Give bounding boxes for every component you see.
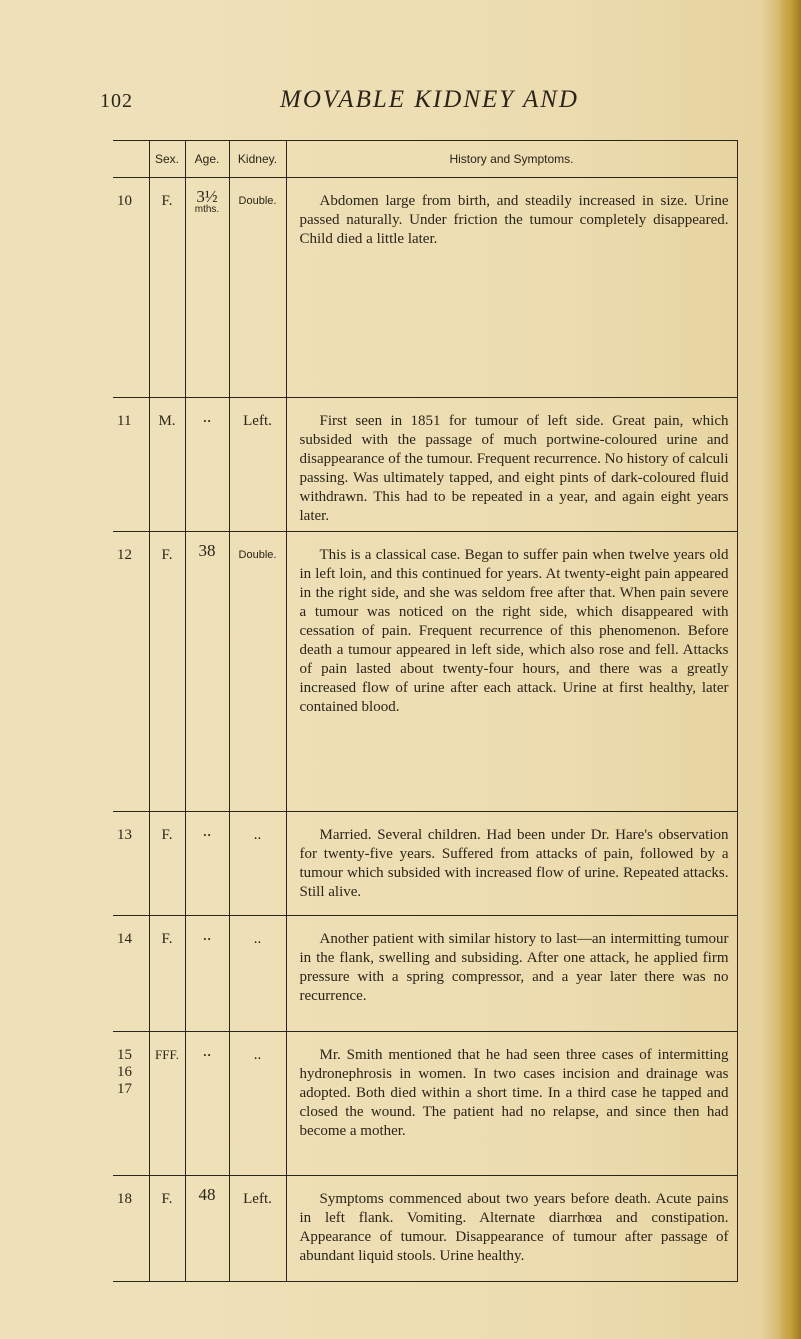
- case-sex: F.: [149, 532, 185, 812]
- case-sex: F.: [149, 812, 185, 916]
- case-age: ..: [185, 812, 229, 916]
- case-history-cell: [286, 1176, 737, 1282]
- page-number: 102: [100, 90, 133, 112]
- case-number: 18: [113, 1176, 149, 1282]
- case-number: 10: [113, 178, 149, 398]
- case-kidney: Left.: [229, 398, 286, 532]
- page-header: [100, 86, 740, 118]
- case-history-cell: [286, 812, 737, 916]
- case-kidney: ..: [229, 1032, 286, 1176]
- case-number: 15 16 17: [117, 1047, 132, 1097]
- case-number: 14: [113, 916, 149, 1032]
- case-age-cell: [185, 178, 229, 398]
- case-age: ..: [185, 1032, 229, 1176]
- case-age: ..: [185, 398, 229, 532]
- case-history-cell: [286, 916, 737, 1032]
- case-history: First seen in 1851 for tumour of left side. Great pain, which subsided with the passage of much portwine-coloured urine and disappearance of the tumour. Frequent recurrence. No history of calculi passing. Was ultimately tapped, and eight pints of dark-coloured fluid withdrawn. This had to be repeated in a year, and again eight years later.: [299, 413, 729, 524]
- case-history-cell: [286, 398, 737, 532]
- case-sex: F.: [149, 916, 185, 1032]
- case-sex: FFF.: [149, 1032, 185, 1176]
- case-kidney: ..: [229, 916, 286, 1032]
- page-edge-shadow: [779, 0, 801, 1339]
- case-age: 38: [185, 532, 229, 812]
- case-history: Symptoms commenced about two years before death. Acute pains in left flank. Vomiting. Alternate diarrhœa and constipation. Appearance of tumour. Disappearance of tumour after passage of abundant liquid stools. Urine healthy.: [299, 1191, 729, 1264]
- table-row: [113, 916, 737, 1032]
- table-row: [113, 1176, 737, 1282]
- case-kidney: Double.: [229, 178, 286, 398]
- case-history-cell: [286, 1032, 737, 1176]
- case-number: 13: [113, 812, 149, 916]
- table-header-row: [113, 141, 737, 178]
- case-number-cell: [113, 1032, 149, 1176]
- case-number: 11: [113, 398, 149, 532]
- table-row: [113, 178, 737, 398]
- case-history: Mr. Smith mentioned that he had seen three cases of intermitting hydronephrosis in women. In two cases incision and drainage was adopted. Both died within a short time. In a third case he tapped and closed the wound. The patient had no relapse, and since then had become a mother.: [299, 1047, 729, 1139]
- case-number: 12: [113, 532, 149, 812]
- running-title: MOVABLE KIDNEY AND: [280, 86, 579, 113]
- case-history-cell: [286, 178, 737, 398]
- case-history: Another patient with similar history to last—an intermitting tumour in the flank, swelling and subsiding. After one attack, he applied firm pressure with a spring compressor, and a year later there was no recurrence.: [299, 931, 729, 1004]
- case-age: 48: [185, 1176, 229, 1282]
- case-sex: F.: [149, 178, 185, 398]
- table-row: [113, 398, 737, 532]
- case-age-unit: mths.: [194, 204, 220, 215]
- column-header-age: Age.: [185, 141, 229, 178]
- column-header-kidney: Kidney.: [229, 141, 286, 178]
- case-age: ..: [185, 916, 229, 1032]
- table-row: [113, 812, 737, 916]
- case-table: [113, 140, 738, 1282]
- column-header-case-no: [113, 141, 149, 178]
- column-header-history: History and Symptoms.: [286, 141, 737, 178]
- case-history: This is a classical case. Began to suffer pain when twelve years old in left loin, and this continued for years. At twenty-eight pain appeared in the right side, and she was seldom free after that. When pain severe a tumour was noticed on the right side, which disappeared with cessation of pain. Frequent recurrence of this phenomenon. Before death a tumour appeared in left side, which also rose and fell. Attacks of pain lasted about twenty-four hours, and there was a greatly increased flow of urine after each attack. Urine at first healthy, later contained blood.: [299, 547, 729, 715]
- case-age: 3½: [196, 187, 218, 206]
- case-kidney: Left.: [229, 1176, 286, 1282]
- case-sex: F.: [149, 1176, 185, 1282]
- table-row: [113, 1032, 737, 1176]
- case-history: Married. Several children. Had been under Dr. Hare's observation for twenty-five years. Suffered from attacks of pain, followed by a tumour which subsided with increased flow of urine. Repeated attacks. Still alive.: [299, 827, 729, 900]
- case-history-cell: [286, 532, 737, 812]
- case-sex: M.: [149, 398, 185, 532]
- case-history: Abdomen large from birth, and steadily increased in size. Urine passed naturally. Under friction the tumour completely disappeared. Child died a little later.: [299, 193, 729, 247]
- table-row: [113, 532, 737, 812]
- case-kidney: ..: [229, 812, 286, 916]
- column-header-sex: Sex.: [149, 141, 185, 178]
- case-kidney: Double.: [229, 532, 286, 812]
